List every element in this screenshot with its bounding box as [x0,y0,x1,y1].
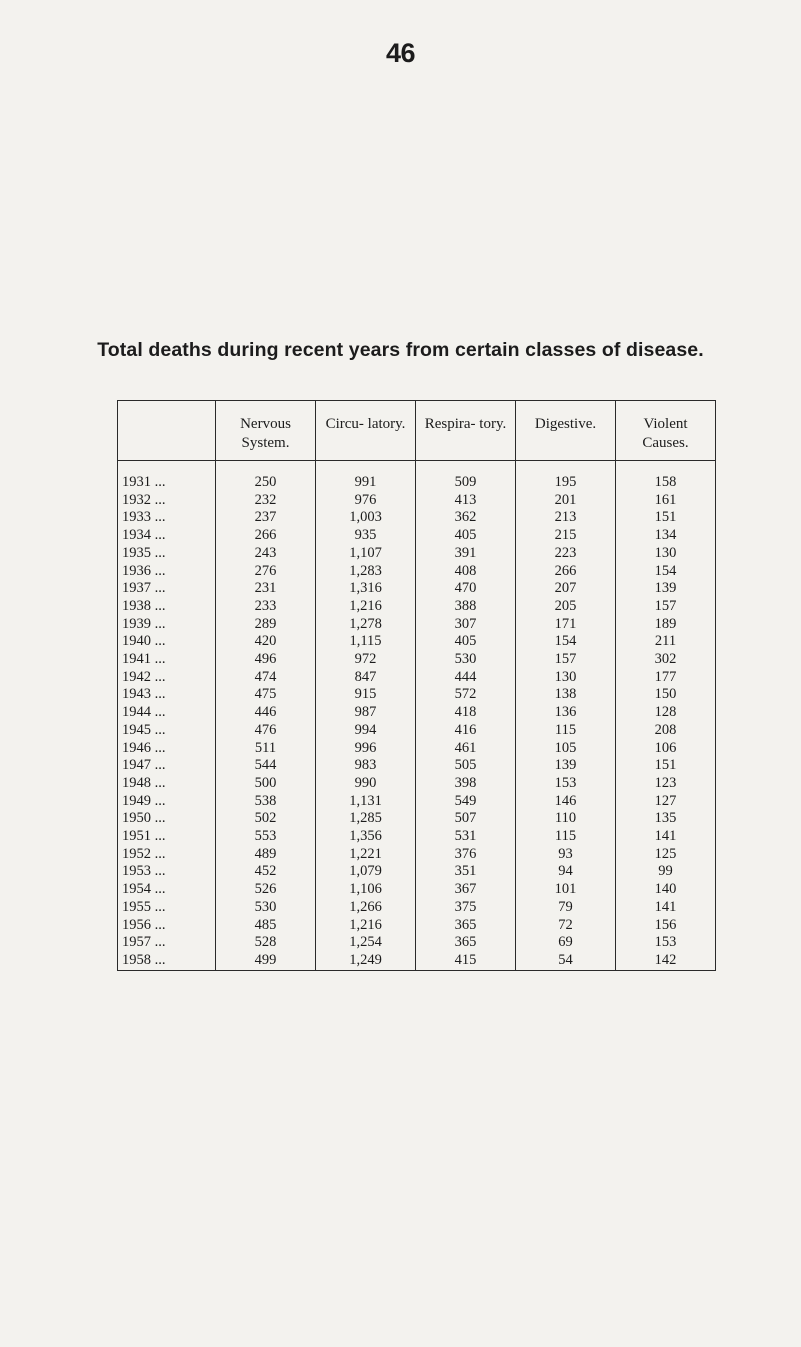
digestive-cell: 223 [516,545,616,563]
respiratory-cell: 507 [416,810,516,828]
circulatory-cell: 1,115 [316,633,416,651]
table-row [118,545,716,563]
nervous-system-cell: 276 [216,563,316,581]
table-row [118,704,716,722]
respiratory-cell: 531 [416,828,516,846]
nervous-system-cell: 476 [216,722,316,740]
digestive-cell: 266 [516,563,616,581]
circulatory-cell: 1,131 [316,793,416,811]
circulatory-cell: 994 [316,722,416,740]
violent-causes-cell: 208 [616,722,716,740]
respiratory-cell: 405 [416,527,516,545]
nervous-system-cell: 538 [216,793,316,811]
circulatory-cell: 983 [316,757,416,775]
nervous-system-cell: 452 [216,863,316,881]
respiratory-cell: 408 [416,563,516,581]
nervous-system-cell: 530 [216,899,316,917]
violent-causes-cell: 135 [616,810,716,828]
digestive-cell: 93 [516,846,616,864]
digestive-cell: 215 [516,527,616,545]
respiratory-cell: 415 [416,952,516,970]
table-row [118,492,716,510]
table-row [118,633,716,651]
header-nervous-system: Nervous System. [216,401,316,461]
year-cell: 1956 ... [118,917,216,935]
year-cell: 1953 ... [118,863,216,881]
nervous-system-cell: 502 [216,810,316,828]
respiratory-cell: 398 [416,775,516,793]
year-cell: 1958 ... [118,952,216,970]
nervous-system-cell: 499 [216,952,316,970]
circulatory-cell: 972 [316,651,416,669]
table-row [118,846,716,864]
nervous-system-cell: 266 [216,527,316,545]
violent-causes-cell: 99 [616,863,716,881]
digestive-cell: 94 [516,863,616,881]
respiratory-cell: 413 [416,492,516,510]
header-row [118,401,716,461]
violent-causes-cell: 153 [616,934,716,952]
nervous-system-cell: 526 [216,881,316,899]
respiratory-cell: 405 [416,633,516,651]
year-cell: 1938 ... [118,598,216,616]
violent-causes-cell: 128 [616,704,716,722]
respiratory-cell: 470 [416,580,516,598]
respiratory-cell: 375 [416,899,516,917]
header-respiratory: Respira- tory. [416,401,516,461]
respiratory-cell: 351 [416,863,516,881]
table-row [118,863,716,881]
respiratory-cell: 418 [416,704,516,722]
header-violent-causes: Violent Causes. [616,401,716,461]
nervous-system-cell: 485 [216,917,316,935]
digestive-cell: 136 [516,704,616,722]
digestive-cell: 79 [516,899,616,917]
violent-causes-cell: 158 [616,461,716,492]
nervous-system-cell: 237 [216,509,316,527]
circulatory-cell: 991 [316,461,416,492]
violent-causes-cell: 161 [616,492,716,510]
respiratory-cell: 505 [416,757,516,775]
table-row [118,775,716,793]
digestive-cell: 130 [516,669,616,687]
year-cell: 1936 ... [118,563,216,581]
circulatory-cell: 1,254 [316,934,416,952]
violent-causes-cell: 125 [616,846,716,864]
year-cell: 1942 ... [118,669,216,687]
violent-causes-cell: 141 [616,828,716,846]
nervous-system-cell: 232 [216,492,316,510]
digestive-cell: 207 [516,580,616,598]
respiratory-cell: 388 [416,598,516,616]
year-cell: 1950 ... [118,810,216,828]
digestive-cell: 72 [516,917,616,935]
year-cell: 1937 ... [118,580,216,598]
respiratory-cell: 367 [416,881,516,899]
respiratory-cell: 391 [416,545,516,563]
year-cell: 1931 ... [118,461,216,492]
table-row [118,686,716,704]
circulatory-cell: 1,216 [316,598,416,616]
digestive-cell: 105 [516,740,616,758]
year-cell: 1951 ... [118,828,216,846]
year-cell: 1952 ... [118,846,216,864]
table-header [118,401,716,461]
year-cell: 1946 ... [118,740,216,758]
circulatory-cell: 1,283 [316,563,416,581]
violent-causes-cell: 150 [616,686,716,704]
respiratory-cell: 416 [416,722,516,740]
table-row [118,757,716,775]
respiratory-cell: 461 [416,740,516,758]
nervous-system-cell: 528 [216,934,316,952]
nervous-system-cell: 474 [216,669,316,687]
year-cell: 1954 ... [118,881,216,899]
digestive-cell: 138 [516,686,616,704]
table-row [118,669,716,687]
table-row [118,952,716,970]
respiratory-cell: 444 [416,669,516,687]
circulatory-cell: 1,266 [316,899,416,917]
circulatory-cell: 1,356 [316,828,416,846]
nervous-system-cell: 420 [216,633,316,651]
respiratory-cell: 365 [416,934,516,952]
circulatory-cell: 1,316 [316,580,416,598]
respiratory-cell: 376 [416,846,516,864]
year-cell: 1934 ... [118,527,216,545]
page-number: 46 [385,38,416,68]
digestive-cell: 195 [516,461,616,492]
violent-causes-cell: 106 [616,740,716,758]
violent-causes-cell: 189 [616,616,716,634]
year-cell: 1949 ... [118,793,216,811]
nervous-system-cell: 289 [216,616,316,634]
nervous-system-cell: 496 [216,651,316,669]
nervous-system-cell: 544 [216,757,316,775]
deaths-table-container [117,400,715,968]
circulatory-cell: 1,003 [316,509,416,527]
violent-causes-cell: 177 [616,669,716,687]
digestive-cell: 115 [516,722,616,740]
circulatory-cell: 1,278 [316,616,416,634]
table-body [118,461,716,971]
table-row [118,917,716,935]
circulatory-cell: 915 [316,686,416,704]
nervous-system-cell: 250 [216,461,316,492]
violent-causes-cell: 139 [616,580,716,598]
table-row [118,461,716,492]
respiratory-cell: 530 [416,651,516,669]
digestive-cell: 213 [516,509,616,527]
year-cell: 1944 ... [118,704,216,722]
table-row [118,899,716,917]
respiratory-cell: 549 [416,793,516,811]
year-cell: 1957 ... [118,934,216,952]
violent-causes-cell: 154 [616,563,716,581]
circulatory-cell: 1,221 [316,846,416,864]
year-cell: 1941 ... [118,651,216,669]
digestive-cell: 171 [516,616,616,634]
respiratory-cell: 365 [416,917,516,935]
table-row [118,527,716,545]
violent-causes-cell: 157 [616,598,716,616]
circulatory-cell: 1,107 [316,545,416,563]
table-row [118,509,716,527]
digestive-cell: 54 [516,952,616,970]
nervous-system-cell: 243 [216,545,316,563]
violent-causes-cell: 141 [616,899,716,917]
circulatory-cell: 847 [316,669,416,687]
year-cell: 1933 ... [118,509,216,527]
nervous-system-cell: 500 [216,775,316,793]
header-digestive: Digestive. [516,401,616,461]
header-year [118,401,216,461]
circulatory-cell: 1,216 [316,917,416,935]
nervous-system-cell: 475 [216,686,316,704]
table-row [118,563,716,581]
circulatory-cell: 1,079 [316,863,416,881]
respiratory-cell: 307 [416,616,516,634]
nervous-system-cell: 233 [216,598,316,616]
digestive-cell: 69 [516,934,616,952]
table-row [118,934,716,952]
nervous-system-cell: 231 [216,580,316,598]
circulatory-cell: 976 [316,492,416,510]
table-row [118,722,716,740]
violent-causes-cell: 211 [616,633,716,651]
table-row [118,598,716,616]
deaths-table [117,400,716,971]
table-row [118,810,716,828]
circulatory-cell: 935 [316,527,416,545]
table-row [118,740,716,758]
nervous-system-cell: 489 [216,846,316,864]
table-row [118,793,716,811]
table-row [118,616,716,634]
year-cell: 1940 ... [118,633,216,651]
digestive-cell: 101 [516,881,616,899]
violent-causes-cell: 130 [616,545,716,563]
table-row [118,651,716,669]
violent-causes-cell: 142 [616,952,716,970]
violent-causes-cell: 156 [616,917,716,935]
digestive-cell: 154 [516,633,616,651]
header-circulatory: Circu- latory. [316,401,416,461]
circulatory-cell: 1,249 [316,952,416,970]
circulatory-cell: 996 [316,740,416,758]
respiratory-cell: 572 [416,686,516,704]
digestive-cell: 205 [516,598,616,616]
violent-causes-cell: 140 [616,881,716,899]
violent-causes-cell: 123 [616,775,716,793]
digestive-cell: 153 [516,775,616,793]
year-cell: 1948 ... [118,775,216,793]
digestive-cell: 157 [516,651,616,669]
table-title: Total deaths during recent years from certain classes of disease. [97,339,704,361]
respiratory-cell: 509 [416,461,516,492]
violent-causes-cell: 151 [616,509,716,527]
nervous-system-cell: 446 [216,704,316,722]
circulatory-cell: 990 [316,775,416,793]
violent-causes-cell: 151 [616,757,716,775]
year-cell: 1945 ... [118,722,216,740]
year-cell: 1932 ... [118,492,216,510]
digestive-cell: 115 [516,828,616,846]
nervous-system-cell: 511 [216,740,316,758]
circulatory-cell: 987 [316,704,416,722]
digestive-cell: 110 [516,810,616,828]
table-row [118,828,716,846]
year-cell: 1943 ... [118,686,216,704]
year-cell: 1947 ... [118,757,216,775]
circulatory-cell: 1,106 [316,881,416,899]
respiratory-cell: 362 [416,509,516,527]
year-cell: 1939 ... [118,616,216,634]
violent-causes-cell: 302 [616,651,716,669]
digestive-cell: 146 [516,793,616,811]
table-row [118,580,716,598]
digestive-cell: 201 [516,492,616,510]
violent-causes-cell: 127 [616,793,716,811]
digestive-cell: 139 [516,757,616,775]
nervous-system-cell: 553 [216,828,316,846]
circulatory-cell: 1,285 [316,810,416,828]
year-cell: 1955 ... [118,899,216,917]
year-cell: 1935 ... [118,545,216,563]
violent-causes-cell: 134 [616,527,716,545]
table-row [118,881,716,899]
